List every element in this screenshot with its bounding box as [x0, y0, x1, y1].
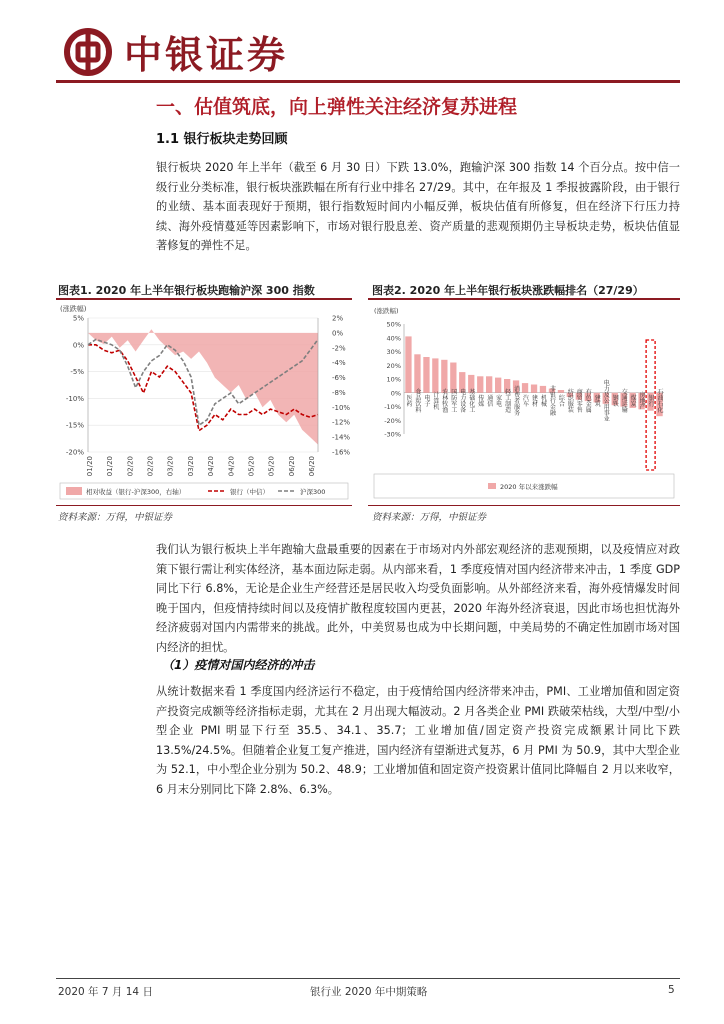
figure2-category-label: 纺织服装	[566, 388, 574, 413]
figure2-category-label: 钢铁	[611, 394, 619, 407]
figure1-left-axis-label: (涨跌幅)	[60, 305, 87, 313]
paragraph-sector-review: 银行板块 2020 年上半年（截至 6 月 30 日）下跌 13.0%，跑输沪深 300 指数 14 个百分点。按中信一级行业分类标准，银行板块涨跌幅在所有行业中排名 27/29。其中，在年报及 1 季报披露阶段，由于银行的业绩、基本面表现好于预期，银行指数短时间内小幅反弹，板块估值有所修复，但在经济下行压力持续、海外疫情蔓延等因素影响下，市场对银行股息差、资产质量的悲观预期仍主导板块走势，板块估值显著修复的弹性不足。	[156, 161, 680, 252]
figure2-y-tick: -20%	[384, 416, 401, 425]
figure2-category-label: 家电	[494, 394, 502, 407]
figure2-category-label: 建筑	[593, 394, 601, 407]
figure2-category-label: 建材	[530, 394, 538, 407]
figure1-right-tick: -12%	[332, 418, 351, 427]
figure2-frame	[368, 300, 680, 506]
figure2-y-tick: -30%	[384, 430, 401, 439]
figure2-title: 图表2. 2020 年上半年银行板块涨跌幅排名（27/29）	[372, 284, 644, 297]
figure2-legend-label: 2020 年以来涨跌幅	[500, 483, 558, 491]
figure2-category-label: 电力及公用事业	[602, 379, 610, 422]
figure2-category-label: 有色金属	[584, 388, 592, 413]
figure1-x-tick: 06/20	[308, 456, 316, 477]
paragraph-economic-data: 从统计数据来看 1 季度国内经济运行不稳定，由于疫情给国内经济带来冲击，PMI、工业增加值和固定资产投资完成额等经济指标走弱，尤其在 2 月出现大幅波动。2 月各类企业 PMI 跌破荣枯线，大型/中型/小型企业 PMI 明显下行至 35.5、34.1、35.7；工业增加值/固定资产投资完成额累计同比下跌 13.5%/24.5%。但随着企业复工复产推进，国内经济有望渐进式复苏，6 月 PMI 为 50.9，其中大型企业为 52.1，中小型企业分别为 50.2、48.9；工业增加值和固定资产投资累计值同比降幅自 2 月以来收窄，6 月末分别同比下降 2.8%、6.3%。	[156, 685, 680, 796]
figure2-bar	[486, 376, 492, 393]
footer-divider	[56, 978, 680, 979]
figure1-left-tick: -10%	[65, 394, 84, 403]
figure2-category-label: 基础化工	[467, 388, 475, 413]
figure1-x-tick: 04/20	[207, 456, 216, 477]
figure1-x-tick: 01/20	[106, 456, 115, 477]
figure2-category-label: 消费者服务	[512, 385, 520, 416]
figure2-y-tick: -10%	[384, 403, 401, 411]
figure1-right-tick: -16%	[332, 448, 351, 457]
figure2-bar	[522, 383, 528, 393]
figure2-bar	[405, 336, 411, 392]
section-title: 一、估值筑底，向上弹性关注经济复苏进程	[156, 96, 518, 118]
figure1-x-tick: 02/20	[146, 456, 155, 477]
figure2-category-label: 计算机	[431, 391, 439, 410]
paragraph-macro-outlook: 我们认为银行板块上半年跑输大盘最重要的因素在于市场对内外部宏观经济的悲观预期，以及疫情应对政策下银行需让利实体经济，基本面边际走弱。从内部来看，1 季度疫情对国内经济带来冲击，1 季度 GDP 同比下行 6.8%，无论是企业生产经营还是居民收入均受负面影响。从外部经济来看，海外疫情爆发时间晚于国内，但疫情持续时间以及疫情扩散程度较国内更甚，2020 年海外经济衰退，因此市场也担忧海外经济疲弱对国内内需带来的挑战。此外，中美贸易也成为中长期问题，中美局势的不确定性加剧市场对国内经济的担忧。	[156, 543, 680, 654]
figure1-right-tick: -4%	[332, 359, 346, 368]
figure2-category-label: 轻工制造	[503, 388, 511, 413]
figure2-category-label: 电力设备	[458, 388, 466, 413]
figure2-category-label: 煤炭	[629, 394, 637, 407]
figure1-source: 资料来源：万得，中银证券	[58, 512, 173, 523]
figure1-right-tick: -10%	[332, 403, 351, 412]
figure2-category-label: 传媒	[476, 394, 484, 407]
figure1-title: 图表1. 2020 年上半年银行板块跑输沪深 300 指数	[58, 284, 315, 297]
figure1-right-tick: -8%	[332, 388, 346, 397]
header-divider	[56, 80, 680, 83]
figure2-bar	[423, 357, 429, 393]
figure2-category-label: 房地产	[638, 391, 646, 410]
figure2-category-label: 国防军工	[449, 388, 457, 413]
figure2-legend-swatch	[488, 483, 496, 489]
figure2-category-label: 通信	[485, 394, 493, 407]
figure2-y-tick: 30%	[386, 348, 401, 356]
figure1-chart	[56, 300, 352, 505]
figure2-category-label: 食品饮料	[413, 388, 421, 413]
figure1-x-tick: 06/20	[287, 456, 296, 477]
figure1-x-tick: 03/20	[166, 456, 175, 477]
figure1-relative-return-area	[88, 329, 318, 444]
figure2-category-label: 机械	[539, 394, 547, 407]
figure1-right-tick: -2%	[332, 344, 346, 353]
figure2-bar	[432, 358, 438, 392]
figure2-category-label: 石油石化	[656, 388, 663, 413]
figure2-bar	[531, 385, 537, 393]
bank-of-china-logo-icon	[64, 28, 112, 76]
footer-page-number: 5	[668, 984, 675, 996]
footer-date: 2020 年 7 月 14 日	[58, 986, 153, 998]
figure2-bar	[477, 376, 483, 393]
figure1-legend-label: 相对收益（银行-沪深300，右轴）	[86, 488, 186, 496]
figure1-right-tick: -6%	[332, 374, 346, 383]
figure2-category-label: 电子	[422, 394, 430, 407]
figure1-x-tick: 05/20	[267, 456, 276, 477]
figure2-bar	[414, 354, 420, 393]
figure1-x-tick: 01/20	[86, 456, 94, 477]
figure2-axis-label: (涨跌幅)	[374, 307, 399, 315]
figure2-category-label: 非银行金融	[548, 385, 556, 416]
figure1-left-tick: 0%	[72, 341, 84, 350]
figure2-bar	[558, 390, 564, 393]
figure2-chart	[368, 300, 680, 505]
figure1-x-tick: 04/20	[227, 456, 236, 477]
figure2-bar	[540, 386, 546, 393]
figure1-frame	[56, 300, 352, 506]
figure1-left-tick: 5%	[72, 314, 84, 323]
subheading-epidemic-impact: （1）疫情对国内经济的冲击	[162, 658, 315, 672]
figure2-category-label: 商贸零售	[575, 388, 583, 413]
figure2-category-label: 综合	[557, 394, 565, 407]
figure2-category-label: 农林牧渔	[440, 388, 448, 413]
footer-document-title: 银行业 2020 年中期策略	[310, 986, 428, 998]
figure2-category-label: 交通运输	[620, 388, 628, 413]
figure1-legend-label: 银行（中信）	[230, 488, 269, 496]
brand-name: 中银证券	[124, 33, 289, 77]
figure1-left-tick: -15%	[65, 421, 84, 430]
figure1-x-tick: 05/20	[247, 456, 256, 477]
figure1-right-tick: -14%	[332, 433, 351, 442]
figure1-right-tick: 0%	[332, 329, 344, 338]
figure1-legend-label: 沪深300	[300, 488, 326, 496]
figure1-left-tick: -5%	[70, 368, 84, 377]
figure2-category-label: 银行	[647, 394, 655, 407]
subsection-title: 1.1 银行板块走势回顾	[156, 132, 288, 147]
figure1-legend-swatch-area	[66, 487, 82, 495]
figure2-bar	[495, 378, 501, 393]
figure2-y-tick: 10%	[386, 375, 401, 384]
figure2-category-label: 医药	[405, 394, 412, 407]
figure1-left-tick: -20%	[65, 448, 84, 457]
figure1-right-tick: 2%	[332, 314, 344, 323]
figure2-category-label: 汽车	[521, 394, 529, 407]
figure2-y-tick: 40%	[386, 334, 401, 343]
figure2-y-tick: 50%	[386, 320, 401, 329]
figure2-y-tick: 20%	[386, 361, 401, 370]
figure2-y-tick: 0%	[390, 389, 401, 398]
figure1-x-tick: 02/20	[126, 456, 135, 477]
figure1-x-tick: 03/20	[186, 456, 195, 477]
figure2-source: 资料来源：万得，中银证券	[372, 512, 487, 523]
